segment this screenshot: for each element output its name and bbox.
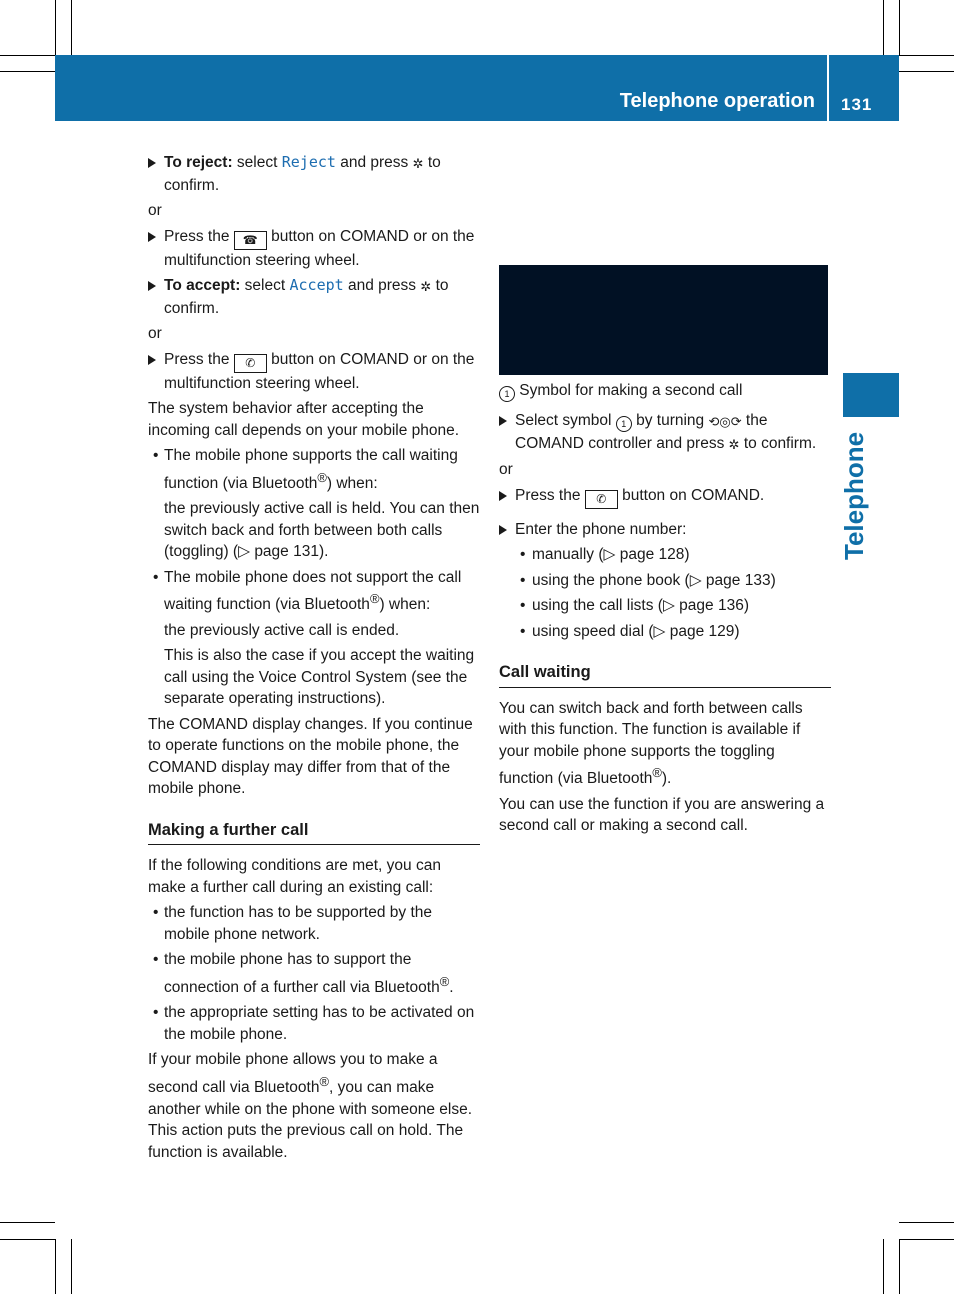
accept-label: To accept:: [164, 277, 241, 294]
text: to confirm.: [164, 154, 441, 194]
crop-mark: [55, 1239, 56, 1294]
header-bar: [55, 55, 827, 121]
crop-mark: [899, 1239, 900, 1294]
text: select: [240, 277, 290, 294]
text: Press the: [164, 350, 234, 368]
call-button-icon: ✆: [585, 490, 618, 509]
further-call-heading: Making a further call: [148, 820, 480, 846]
further-intro-text: If the following conditions are met, you can make a further call during an existing call:: [148, 857, 441, 896]
controller-press-icon: ✲: [420, 279, 432, 294]
crop-mark: [71, 0, 72, 55]
call-waiting-heading: Call waiting: [499, 662, 831, 688]
text: to confirm.: [739, 434, 817, 452]
call-waiting-text-2: You can use the function if you are answering a second call or making a second call.: [499, 795, 825, 835]
left-column: [148, 152, 480, 1167]
registered-mark: ®: [652, 765, 662, 780]
text: by turning: [631, 412, 709, 429]
crop-mark: [883, 0, 884, 55]
crop-mark: [0, 55, 55, 56]
text: ) when:: [326, 474, 378, 492]
page-number-box: [829, 55, 899, 121]
list-item: • using the phone book (▷ page 133): [499, 570, 831, 592]
crop-mark: [0, 1239, 55, 1240]
registered-mark: ®: [319, 1073, 329, 1089]
text: and press: [343, 277, 421, 294]
crop-mark: [899, 0, 900, 55]
or-text: or: [148, 325, 162, 342]
text: You can switch back and forth between calls with this function. The function is available if your mobile phone supports the toggling function (via Bluetooth: [499, 699, 803, 788]
controller-press-icon: ✲: [728, 436, 740, 452]
chapter-label: Telephone: [839, 431, 869, 560]
list-item: • the function has to be supported by the mobile phone network.: [148, 902, 480, 945]
list-item: • using speed dial (▷ page 129): [499, 621, 831, 643]
list-item-detail: the previously active call is ended.: [164, 621, 400, 639]
list-item-detail: This is also the case if you accept the waiting call using the Voice Control System (see the separate operating instructions).: [164, 647, 475, 708]
text: The mobile phone does not support the call waiting function (via Bluetooth: [164, 568, 462, 614]
text: , you can make another while on the phone with someone else. This action puts the previous call on hold. The function is available.: [148, 1079, 472, 1161]
list-item: [148, 949, 480, 998]
text: ) when:: [379, 596, 431, 614]
text: Press the: [515, 486, 585, 504]
crop-mark: [55, 0, 56, 55]
callout-number-icon: 1: [499, 386, 515, 402]
text: button on COMAND or on the multifunction steering wheel.: [164, 350, 475, 392]
reject-label: To reject:: [164, 154, 233, 171]
step-accept: [148, 275, 480, 319]
display-changes-text: The COMAND display changes. If you continue to operate functions on the mobile phone, the COMAND display may differ from that of the mobile phone.: [148, 715, 473, 798]
text: the mobile phone has to support the connection of a further call via Bluetooth: [164, 951, 440, 996]
crop-mark: [71, 1239, 72, 1294]
section-title: Telephone operation: [619, 90, 815, 112]
list-item: • using the call lists (▷ page 136): [499, 595, 831, 617]
list-item: • manually (▷ page 128): [499, 544, 831, 566]
if-allows-text: [148, 1049, 480, 1163]
text: button on COMAND or on the multifunction steering wheel.: [164, 227, 475, 269]
figure-caption: [499, 380, 831, 402]
accept-menu-item: Accept: [289, 276, 344, 294]
call-button-icon: ✆: [234, 354, 267, 373]
or-text: or: [148, 202, 162, 219]
text: ).: [661, 770, 672, 788]
callout-number-icon: 1: [616, 416, 632, 432]
text: Symbol for making a second call: [515, 382, 743, 399]
controller-turn-icon: ⟲◎⟳: [708, 414, 742, 429]
step-press-end: [148, 226, 480, 272]
screen-image-top: [499, 145, 828, 265]
list-item-detail: the previously active call is held. You can then switch back and forth between both calls (toggling) (▷ page 131).: [164, 500, 480, 561]
text: select: [232, 154, 282, 171]
text: Select symbol: [515, 412, 616, 429]
step-press-call: [499, 485, 831, 509]
crop-mark: [899, 1239, 954, 1240]
controller-press-icon: ✲: [412, 156, 424, 171]
text: button on COMAND.: [617, 486, 765, 504]
text: to confirm.: [164, 277, 449, 317]
or-text: or: [499, 461, 513, 478]
list-item: [148, 567, 480, 616]
crop-mark: [899, 55, 954, 56]
step-press-call: [148, 349, 480, 395]
crop-mark: [899, 71, 954, 72]
reject-menu-item: Reject: [281, 153, 336, 171]
text: and press: [335, 154, 413, 171]
step-reject: [148, 152, 480, 196]
comand-screen-image: [499, 265, 828, 375]
step-enter-number: Enter the phone number:: [499, 519, 831, 541]
registered-mark: ®: [317, 469, 327, 485]
crop-mark: [0, 71, 55, 72]
registered-mark: ®: [439, 973, 450, 989]
call-waiting-text: [499, 698, 831, 790]
text: .: [449, 978, 454, 996]
step-select-symbol: [499, 410, 831, 455]
chapter-tab: [843, 373, 899, 417]
text: Press the: [164, 227, 234, 245]
crop-mark: [0, 1222, 55, 1223]
page-number: 131: [841, 95, 873, 114]
system-behavior-text: The system behavior after accepting the incoming call depends on your mobile phone.: [148, 400, 460, 439]
registered-mark: ®: [369, 591, 380, 607]
end-call-button-icon: ☎: [234, 231, 267, 250]
text: The mobile phone supports the call waiting function (via Bluetooth: [164, 447, 458, 492]
text: If your mobile phone allows you to make a second call via Bluetooth: [148, 1051, 438, 1097]
list-item: [148, 445, 480, 494]
crop-mark: [883, 1239, 884, 1294]
right-column: [499, 380, 831, 841]
list-item: • the appropriate setting has to be activated on the mobile phone.: [148, 1002, 480, 1045]
crop-mark: [899, 1222, 954, 1223]
text: the COMAND controller and press: [515, 412, 768, 452]
